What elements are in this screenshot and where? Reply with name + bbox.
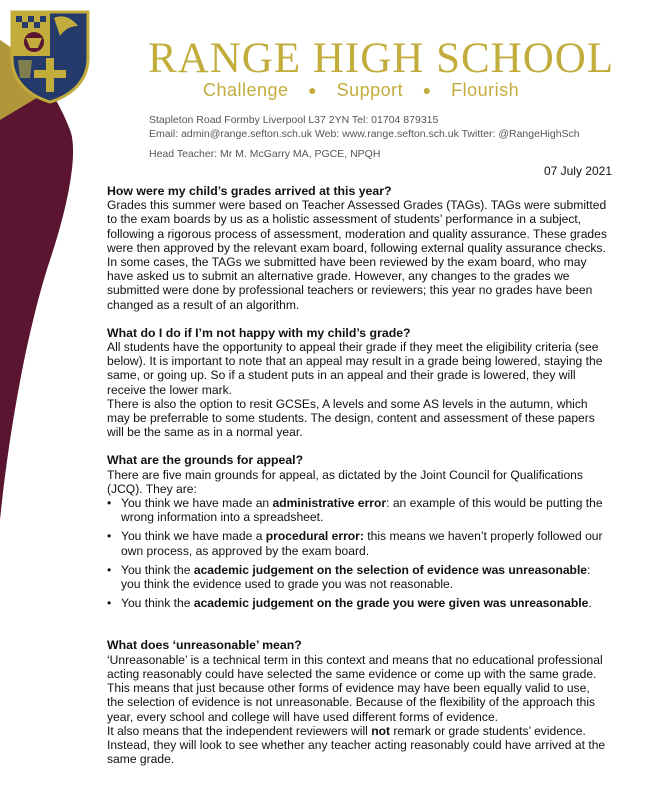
school-motto — [203, 80, 519, 101]
motto-word: Support — [336, 80, 404, 100]
list-item — [107, 496, 607, 524]
paragraph-text: remark or grade students’ evidence. Instead, they will look to see whether any teacher acting reasonably could have arrived at the same grade. — [107, 723, 606, 767]
item-emphasis: administrative error — [272, 496, 387, 511]
letter-body — [107, 184, 607, 780]
motto-word: Flourish — [451, 80, 520, 100]
contact-address: Stapleton Road Formby Liverpool L37 2YN Tel: 01704 879315 — [149, 114, 439, 126]
item-emphasis: academic judgement on the selection of evidence was unreasonable — [193, 562, 588, 577]
item-text: You think we have made an — [121, 496, 273, 511]
paragraph: Grades this summer were based on Teacher Assessed Grades (TAGs). TAGs were submitted to the exam boards by us as a holistic assessment of students’ performance in a subject, following a rigorous process of assessment, moderation and quality assurance. These grades were then approved by the relevant exam board, following external quality assurance checks. — [107, 198, 607, 255]
item-text: : you think the evidence used to grade you was not reasonable. — [121, 562, 591, 592]
item-text: : an example of this would be putting the wrong information into a spreadsheet. — [121, 496, 603, 525]
school-crest-icon — [8, 8, 92, 104]
item-emphasis: academic judgement on the grade you were given was unreasonable — [193, 596, 589, 611]
section-heading: What are the grounds for appeal? — [107, 453, 304, 468]
paragraph: All students have the opportunity to appeal their grade if they meet the eligibility criteria (see below). It is important to note that an appeal may result in a grade being lowered, staying the same, or going up. So if a student puts in an appeal and their grade is lowered, they will receive the lower mark. — [107, 340, 603, 397]
item-text: . — [588, 596, 592, 611]
paragraph: There are five main grounds for appeal, as dictated by the Joint Council for Qualifications (JCQ). They are: — [107, 467, 583, 496]
item-text: You think the — [121, 562, 194, 577]
letterhead — [0, 0, 658, 170]
bullet-icon: • — [107, 529, 112, 544]
paragraph: In some cases, the TAGs we submitted have been reviewed by the exam board, who may have asked us to submit an alternative grade. However, any changes to the grades we submitted were done by professional teachers or reviewers; this year no grades have been changed as a result of an algorithm. — [107, 255, 593, 312]
motto-word: Challenge — [203, 80, 289, 100]
section-heading: What do I do if I’m not happy with my child’s grade? — [107, 325, 411, 340]
section-unreasonable — [107, 638, 607, 766]
paragraph-emphasis: not — [371, 723, 391, 738]
section-not-happy — [107, 326, 607, 440]
paragraph — [107, 724, 607, 767]
item-emphasis: procedural error: — [265, 529, 364, 544]
item-text: this means we haven’t properly followed our own process, as approved by the exam board. — [121, 529, 603, 558]
bullet-dot-icon: ● — [422, 82, 432, 98]
head-teacher: Head Teacher: Mr M. McGarry MA, PGCE, NPQH — [149, 148, 381, 160]
list-item — [107, 563, 607, 591]
letter-date: 07 July 2021 — [543, 164, 612, 178]
list-item — [107, 596, 607, 610]
left-swoosh-decoration — [0, 0, 80, 805]
bullet-dot-icon: ● — [308, 82, 318, 98]
item-text: You think the — [121, 596, 194, 611]
contact-email-web-twitter: Email: admin@range.sefton.sch.uk Web: www.range.sefton.sch.uk Twitter: @RangeHighSch — [149, 128, 580, 140]
bullet-icon: • — [107, 562, 112, 577]
section-grounds — [107, 453, 607, 610]
bullet-icon: • — [107, 596, 112, 611]
paragraph-text: It also means that the independent reviewers will — [107, 723, 372, 738]
section-heading: How were my child’s grades arrived at this year? — [107, 184, 392, 198]
list-item — [107, 529, 607, 557]
school-name: RANGE HIGH SCHOOL — [148, 35, 615, 82]
paragraph: ‘Unreasonable’ is a technical term in this context and means that no educational professional acting reasonably could have selected the same evidence or come up with the same grade. This means that just because other forms of evidence may have been equally valid to use, the selection of evidence is not unreasonable. Because of the flexibility of the approach this year, every school and college will have used different forms of evidence. — [107, 652, 603, 724]
paragraph: There is also the option to resit GCSEs, A levels and some AS levels in the autumn, which may be preferrable to some students. The design, content and assessment of these papers will be the same as in a normal year. — [107, 396, 595, 440]
grounds-list — [107, 496, 607, 610]
spacer — [107, 624, 607, 638]
section-heading: What does ‘unreasonable’ mean? — [107, 638, 302, 653]
section-grades — [107, 184, 607, 312]
item-text: You think we have made a — [121, 529, 266, 544]
bullet-icon: • — [107, 496, 112, 511]
